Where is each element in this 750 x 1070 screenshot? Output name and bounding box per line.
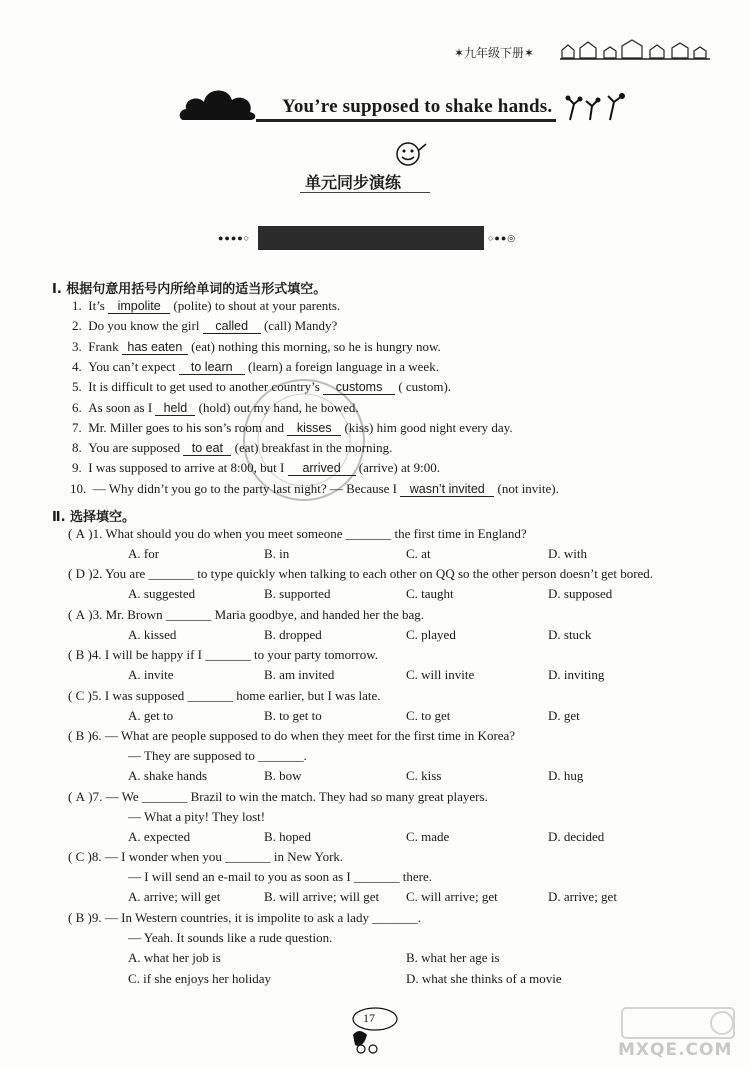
grade-tag: ✶九年级下册✶ <box>454 46 535 60</box>
item-number: 8. <box>72 440 82 456</box>
question-text: 9. — In Western countries, it is impolite to ask a lady _______. <box>91 910 421 925</box>
question-text: 7. — We _______ Brazil to win the match. They had so many great players. <box>92 789 488 804</box>
item-number: 10. <box>70 480 87 496</box>
answer-option: B. dropped <box>264 627 322 643</box>
fill-blank-item <box>72 359 439 375</box>
choice-question: ( A )3. Mr. Brown _______ Maria goodbye, and handed her the bag. <box>68 607 425 622</box>
fill-blank-item <box>72 318 337 334</box>
item-number: 2. <box>72 318 82 334</box>
answer-option: B. to get to <box>264 708 322 724</box>
answer-option: D. inviting <box>548 667 605 683</box>
fill-blank-item <box>72 339 441 355</box>
fill-blank-item <box>72 420 513 436</box>
cloud-icon <box>178 82 258 122</box>
answer-blank: to learn <box>179 361 245 375</box>
answer-option: A. kissed <box>128 627 177 643</box>
answer-option: D. hug <box>548 768 584 784</box>
question-text-line: — They are supposed to _______. <box>128 748 307 764</box>
choice-answer: A <box>75 526 85 541</box>
answer-option: C. if she enjoys her holiday <box>128 970 271 986</box>
answer-blank: to eat <box>183 442 231 456</box>
answer-option: A. expected <box>128 829 191 845</box>
item-text-before: It is difficult to get used to another country’s <box>88 379 324 395</box>
answer-option: A. for <box>128 546 160 562</box>
answer-blank: wasn’t invited <box>400 483 494 497</box>
answer-blank: impolite <box>108 300 170 314</box>
answer-blank: called <box>203 320 261 334</box>
item-text-before: It’s <box>88 298 109 313</box>
answer-option: D. what she thinks of a movie <box>406 970 562 986</box>
answer-option: C. made <box>406 829 450 845</box>
answer-blank: customs <box>323 381 395 395</box>
item-text-before: You are supposed <box>88 440 184 456</box>
choice-question: ( B )9. — In Western countries, it is impolite to ask a lady _______. <box>68 910 421 925</box>
fill-blank-item <box>70 481 559 497</box>
item-text-before: As soon as I <box>88 399 156 415</box>
choice-answer: A <box>75 789 85 804</box>
item-number: 9. <box>72 460 82 476</box>
choice-question: ( B )6. — What are people supposed to do when they meet for the first time in Korea? <box>68 728 516 743</box>
answer-option: B. what her age is <box>406 950 500 966</box>
item-text-after: (hold) out my hand, he bowed. <box>195 399 359 415</box>
choice-question: ( C )5. I was supposed _______ home earlier, but I was late. <box>68 688 381 703</box>
answer-option: B. hoped <box>264 829 311 845</box>
answer-option: C. will invite <box>406 667 475 683</box>
answer-option: B. supported <box>264 586 331 602</box>
sync-practice-title: 单元同步演练 <box>305 173 402 192</box>
question-text: 4. I will be happy if I _______ to your party tomorrow. <box>91 647 379 662</box>
item-text-before: Frank <box>88 338 122 354</box>
item-text-after: (kiss) him good night every day. <box>341 419 513 435</box>
fill-blank-item <box>72 400 359 416</box>
choice-answer: D <box>75 566 85 581</box>
answer-option: A. suggested <box>128 586 196 602</box>
choice-answer: C <box>75 688 85 703</box>
plant-decoration-icon <box>560 92 630 122</box>
question-text: 5. I was supposed _______ home earlier, but I was late. <box>91 688 381 703</box>
answer-option: D. arrive; get <box>548 889 617 905</box>
fill-blank-item <box>72 460 440 476</box>
item-number: 4. <box>72 358 82 374</box>
answer-option: B. in <box>264 546 290 562</box>
item-number: 7. <box>72 419 82 435</box>
fill-blank-item <box>72 298 340 314</box>
answer-blank: has eaten <box>122 341 188 355</box>
answer-option: B. will arrive; will get <box>264 889 380 905</box>
item-text-before: You can’t expect <box>88 358 179 374</box>
answer-option: A. what her job is <box>128 950 221 966</box>
cat-page-icon <box>345 1005 405 1055</box>
choice-answer: A <box>75 607 85 622</box>
smiley-face-icon <box>392 140 428 172</box>
item-number: 3. <box>72 338 82 354</box>
question-text: 6. — What are people supposed to do when they meet for the first time in Korea? <box>91 728 516 743</box>
item-number: 6. <box>72 399 82 415</box>
answer-blank: kisses <box>287 422 341 436</box>
answer-option: D. decided <box>548 829 605 845</box>
houses-decoration-icon <box>560 38 710 60</box>
item-text-after: (eat) nothing this morning, so he is hungry now. <box>187 338 441 354</box>
choice-question: ( A )7. — We _______ Brazil to win the match. They had so many great players. <box>68 789 488 804</box>
item-text-before: Do you know the girl <box>88 318 203 334</box>
question-text: 8. — I wonder when you _______ in New York. <box>91 849 344 864</box>
answer-option: C. at <box>406 546 431 562</box>
page-number: 17 <box>363 1011 375 1025</box>
fill-blank-item <box>72 440 392 456</box>
item-text-after: (learn) a foreign language in a week. <box>244 358 439 374</box>
answer-option: A. arrive; will get <box>128 889 221 905</box>
answer-option: D. stuck <box>548 627 592 643</box>
section-banner <box>258 226 484 250</box>
item-number: 5. <box>72 379 82 395</box>
unit-title: You’re supposed to shake hands. <box>282 96 553 117</box>
banner-dots-left: ●●●●○ <box>218 233 251 243</box>
item-number: 1. <box>72 298 82 313</box>
choice-answer: B <box>75 728 85 743</box>
answer-option: C. to get <box>406 708 451 724</box>
answer-option: D. supposed <box>548 586 613 602</box>
answer-option: C. kiss <box>406 768 442 784</box>
answer-option: D. get <box>548 708 580 724</box>
fill-blank-item <box>72 379 451 395</box>
question-text: 2. You are _______ to type quickly when talking to each other on QQ so the other person doesn’t get bored. <box>92 566 654 581</box>
item-text-before: I was supposed to arrive at 8:00, but I <box>88 460 288 476</box>
question-text-line: — Yeah. It sounds like a rude question. <box>128 930 333 946</box>
answer-option: C. played <box>406 627 456 643</box>
sync-title-underline <box>300 192 430 193</box>
answer-option: B. am invited <box>264 667 335 683</box>
choice-answer: B <box>75 647 85 662</box>
answer-option: A. invite <box>128 667 174 683</box>
answer-option: A. shake hands <box>128 768 208 784</box>
choice-question: ( A )1. What should you do when you meet someone _______ the first time in England? <box>68 526 527 541</box>
answer-blank: held <box>155 402 195 416</box>
section2-heading: Ⅱ. 选择填空。 <box>52 510 136 525</box>
item-text-after: (not invite). <box>494 480 559 496</box>
choice-answer: B <box>75 910 85 925</box>
question-text: 1. What should you do when you meet someone _______ the first time in England? <box>92 526 527 541</box>
question-text-line: — I will send an e-mail to you as soon as I _______ there. <box>128 869 432 885</box>
item-text-after: (eat) breakfast in the morning. <box>231 440 393 456</box>
item-text-before: Mr. Miller goes to his son’s room and <box>88 419 288 435</box>
item-text-after: (call) Mandy? <box>260 318 338 334</box>
watermark-text: MXQE.COM <box>618 1040 733 1060</box>
banner-dots-right: ○●●◎ <box>488 233 517 243</box>
section1-heading: I. 根据句意用括号内所给单词的适当形式填空。 <box>52 282 327 297</box>
answer-option: D. with <box>548 546 587 562</box>
choice-question: ( C )8. — I wonder when you _______ in New York. <box>68 849 344 864</box>
answer-option: A. get to <box>128 708 174 724</box>
answer-option: C. will arrive; get <box>406 889 498 905</box>
answer-option: B. bow <box>264 768 302 784</box>
choice-question: ( D )2. You are _______ to type quickly when talking to each other on QQ so the other person doesn’t get bored. <box>68 566 654 581</box>
item-text-after: (polite) to shout at your parents. <box>170 298 341 313</box>
title-underline <box>256 119 556 122</box>
item-text-after: (arrive) at 9:00. <box>355 460 441 476</box>
answer-option: C. taught <box>406 586 454 602</box>
choice-question: ( B )4. I will be happy if I _______ to your party tomorrow. <box>68 647 379 662</box>
question-text: 3. Mr. Brown _______ Maria goodbye, and handed her the bag. <box>92 607 425 622</box>
choice-answer: C <box>75 849 85 864</box>
answer-blank: arrived <box>288 462 356 476</box>
item-text-after: ( custom). <box>395 379 452 395</box>
item-text-before: — Why didn’t you go to the party last night? — Because I <box>92 480 401 496</box>
question-text-line: — What a pity! They lost! <box>128 809 266 825</box>
